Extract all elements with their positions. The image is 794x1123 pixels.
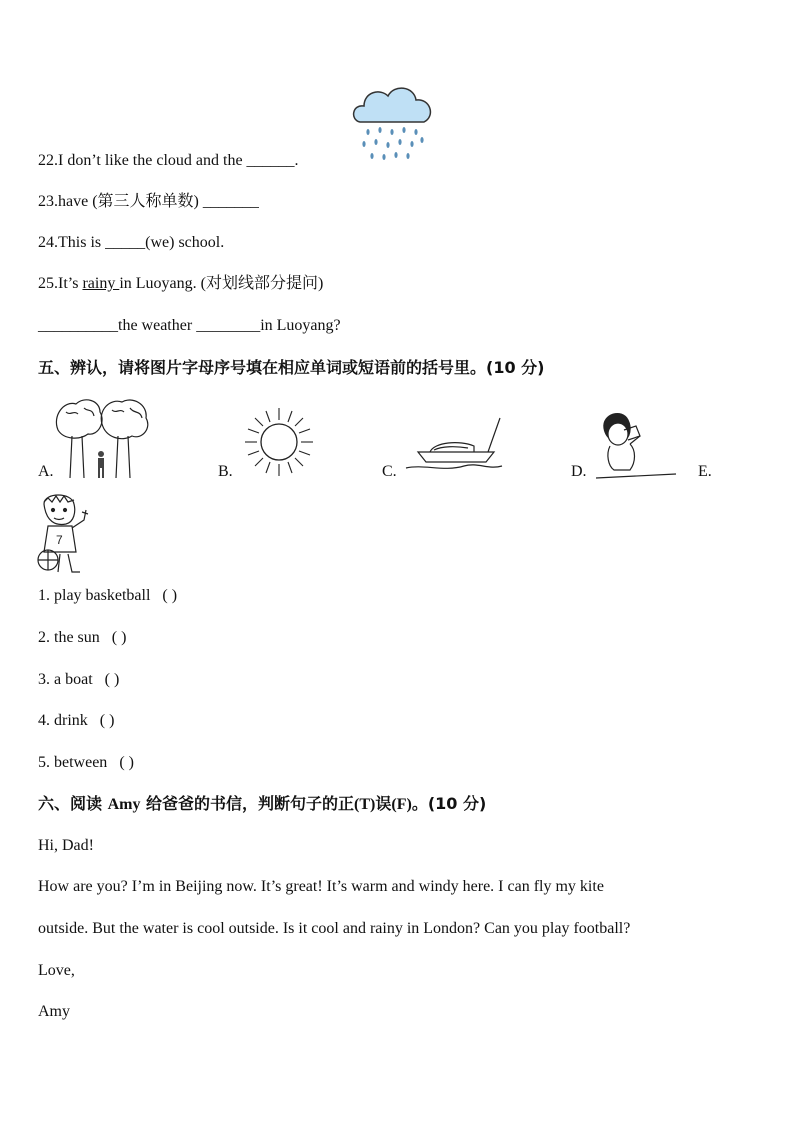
- question-25-answer: __________the weather ________in Luoyang?: [38, 317, 341, 334]
- question-25: 25.It’s rainy in Luoyang. (对划线部分提问): [38, 275, 324, 292]
- answer-parentheses[interactable]: ( ): [119, 754, 134, 771]
- girl-drinking-image: [596, 410, 678, 480]
- match-item-5: 5. between ( ): [38, 754, 134, 771]
- letter-signature: Amy: [38, 1003, 70, 1020]
- section-6-heading: 六、阅读 Amy 给爸爸的书信，判断句子的正(T)误(F)。(10 分): [38, 794, 487, 813]
- match-item-4: 4. drink ( ): [38, 712, 115, 729]
- answer-blank[interactable]: __________: [38, 317, 118, 334]
- picture-letter-e: E.: [698, 463, 712, 480]
- sun-image: [244, 406, 314, 478]
- answer-blank[interactable]: _____: [105, 234, 146, 251]
- question-22: 22.I don’t like the cloud and the ______.: [38, 152, 299, 169]
- answer-blank[interactable]: _______: [202, 193, 259, 210]
- letter-body-line-1: How are you? I’m in Beijing now. It’s great! It’s warm and windy here. I can fly my kite: [38, 878, 604, 895]
- section-5-heading: 五、辨认，请将图片字母序号填在相应单词或短语前的括号里。(10 分): [38, 358, 545, 377]
- match-item-1: 1. play basketball ( ): [38, 587, 178, 604]
- match-item-3: 3. a boat ( ): [38, 671, 120, 688]
- question-23: 23.have (第三人称单数) _______: [38, 193, 259, 210]
- boat-image: [404, 416, 504, 476]
- answer-parentheses[interactable]: ( ): [162, 587, 178, 604]
- letter-closing: Love,: [38, 962, 75, 979]
- picture-letter-a: A.: [38, 463, 54, 480]
- answer-blank[interactable]: ________: [196, 317, 261, 334]
- question-24: 24.This is _____(we) school.: [38, 234, 225, 251]
- boy-basketball-image: [36, 492, 92, 574]
- answer-parentheses[interactable]: ( ): [104, 671, 120, 688]
- picture-letter-d: D.: [571, 463, 587, 480]
- underlined-word: rainy: [82, 275, 120, 292]
- trees-image: [54, 396, 150, 480]
- letter-body-line-2: outside. But the water is cool outside. Is it cool and rainy in London? Can you play football?: [38, 920, 631, 937]
- picture-letter-b: B.: [218, 463, 233, 480]
- answer-parentheses[interactable]: ( ): [99, 712, 115, 729]
- svg-text:7: 7: [56, 533, 63, 547]
- answer-blank[interactable]: ______: [246, 152, 295, 169]
- rain-cloud-image: [350, 82, 436, 164]
- answer-parentheses[interactable]: ( ): [111, 629, 127, 646]
- picture-letter-c: C.: [382, 463, 397, 480]
- match-item-2: 2. the sun ( ): [38, 629, 127, 646]
- letter-greeting: Hi, Dad!: [38, 837, 94, 854]
